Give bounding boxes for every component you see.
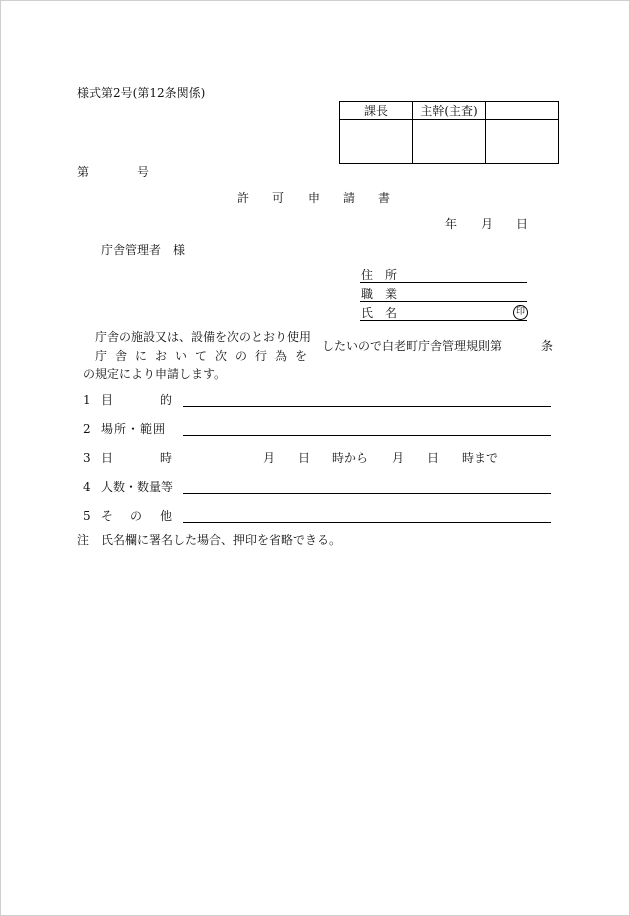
body-lower-char: 舎 [115, 349, 128, 363]
approval-table [339, 101, 559, 164]
approval-stamp-cell[interactable] [486, 120, 559, 164]
datetime-hour-to: 時まで [462, 451, 499, 465]
datetime-hour-from: 時から [332, 451, 369, 465]
item-label-char: 日 [101, 451, 114, 465]
item-number: 4 [83, 480, 91, 494]
count-field-line[interactable] [183, 493, 551, 494]
body-lower-char: を [295, 349, 308, 363]
body-upper-alternative: 庁舎の施設又は、設備を次のとおり使用 [95, 330, 312, 344]
item-label: 場所・範囲 [101, 422, 167, 436]
item-number: 1 [83, 393, 91, 407]
datetime-month-from: 月 [263, 451, 276, 465]
item-label-char: 時 [160, 451, 173, 465]
title-char: 申 [308, 191, 321, 205]
address-field-line[interactable] [360, 282, 527, 283]
name-label-char: 名 [385, 306, 398, 320]
item-number: 5 [83, 509, 91, 523]
approval-header-blank [486, 102, 559, 120]
occupation-field-line[interactable] [360, 301, 527, 302]
body-lower-char: 庁 [95, 349, 108, 363]
note-label: 注 [77, 533, 90, 547]
note-text: 氏名欄に署名した場合、押印を省略できる。 [101, 533, 342, 547]
approval-header-section-chief: 課長 [340, 102, 413, 120]
item-label-char: そ [101, 509, 114, 523]
approval-stamp-cell[interactable] [413, 120, 486, 164]
purpose-field-line[interactable] [183, 406, 551, 407]
approval-stamp-cell[interactable] [340, 120, 413, 164]
seal-mark: 印 [513, 305, 528, 320]
occupation-label-char: 業 [385, 287, 398, 301]
datetime-day-to: 日 [427, 451, 440, 465]
body-lower-char: 為 [275, 349, 288, 363]
title-char: 許 [237, 191, 250, 205]
occupation-label-char: 職 [361, 287, 374, 301]
body-lower-char: に [135, 349, 148, 363]
address-label-char: 住 [361, 268, 374, 282]
form-label: 様式第2号(第12条関係) [77, 86, 206, 100]
title-char: 可 [272, 191, 285, 205]
name-field-line[interactable] [360, 320, 527, 321]
number-prefix: 第 [77, 165, 90, 179]
body-lower-char: の [235, 349, 248, 363]
item-label-char: 目 [101, 393, 114, 407]
number-suffix: 号 [137, 165, 150, 179]
name-label-char: 氏 [361, 306, 374, 320]
title-char: 書 [378, 191, 391, 205]
address-label-char: 所 [385, 268, 398, 282]
item-label-char: の [130, 509, 143, 523]
date-month: 月 [481, 217, 494, 231]
datetime-day-from: 日 [298, 451, 311, 465]
item-label-char: 他 [160, 509, 173, 523]
addressee: 庁舎管理者 様 [101, 243, 186, 257]
title-char: 請 [343, 191, 356, 205]
body-lower-char: 行 [255, 349, 268, 363]
item-label: 人数・数量等 [101, 480, 174, 494]
item-label-char: 的 [160, 393, 173, 407]
body-lower-char: 次 [215, 349, 228, 363]
item-number: 2 [83, 422, 91, 436]
body-lower-char: て [195, 349, 208, 363]
body-last-line: の規定により申請します。 [83, 367, 227, 381]
body-article: 条 [541, 339, 554, 353]
body-lower-char: お [155, 349, 168, 363]
body-lower-char: い [175, 349, 188, 363]
date-year: 年 [445, 217, 458, 231]
approval-header-chief-supervisor: 主幹(主査) [413, 102, 486, 120]
other-field-line[interactable] [183, 522, 551, 523]
item-number: 3 [83, 451, 91, 465]
datetime-month-to: 月 [392, 451, 405, 465]
date-day: 日 [516, 217, 529, 231]
place-field-line[interactable] [183, 435, 551, 436]
body-continuation: したいので白老町庁舎管理規則第 [322, 339, 503, 353]
